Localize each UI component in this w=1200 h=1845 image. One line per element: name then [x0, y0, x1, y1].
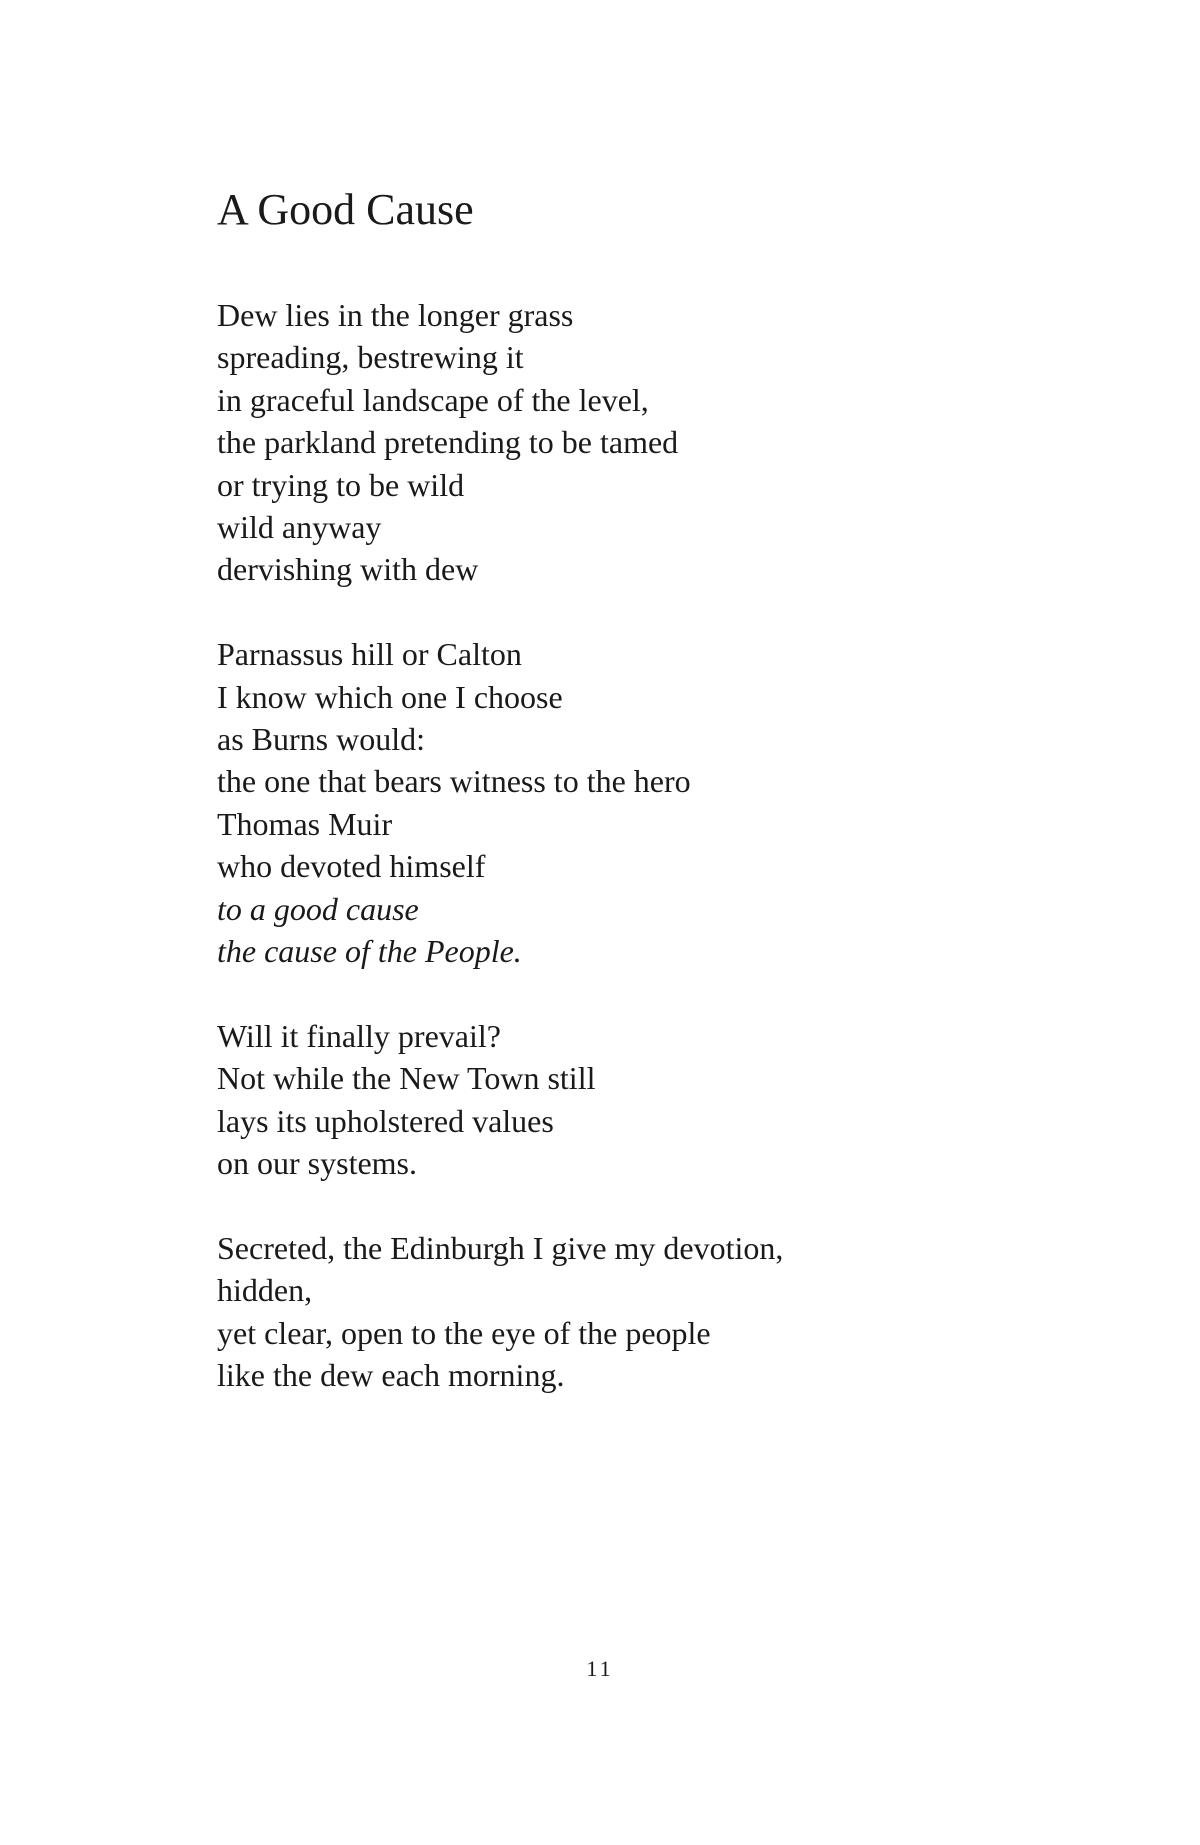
stanza-3: [217, 1015, 1117, 1185]
poem-line: spreading, bestrewing it: [217, 339, 524, 376]
poem-line: as Burns would:: [217, 721, 425, 758]
poem-line-italic: the cause of the People.: [217, 933, 522, 970]
poem-line-italic: to a good cause: [217, 890, 419, 927]
poem-line: yet clear, open to the eye of the people: [217, 1314, 711, 1351]
poem-line: Thomas Muir: [217, 805, 393, 842]
poem-line: in graceful landscape of the level,: [217, 381, 649, 418]
poem-line: hidden,: [217, 1272, 313, 1309]
poem-line: like the dew each morning.: [217, 1357, 565, 1394]
poem-line: Parnassus hill or Calton: [217, 636, 522, 673]
stanza-1: [217, 294, 1117, 591]
poem-line: wild anyway: [217, 509, 382, 546]
stanza-2: [217, 633, 1117, 972]
poem-body: [217, 294, 1117, 1439]
poem-line: the one that bears witness to the hero: [217, 763, 691, 800]
poem-title: A Good Cause: [217, 185, 474, 234]
poem-line: or trying to be wild: [217, 466, 465, 503]
poem-line: Will it finally prevail?: [217, 1017, 501, 1054]
poem-line: lays its upholstered values: [217, 1102, 554, 1139]
stanza-4: [217, 1227, 1117, 1397]
poem-line: Not while the New Town still: [217, 1060, 596, 1097]
poem-line: who devoted himself: [217, 848, 486, 885]
page-number: 11: [586, 1656, 614, 1681]
poem-line: on our systems.: [217, 1145, 417, 1182]
poem-line: I know which one I choose: [217, 678, 563, 715]
poem-line: Dew lies in the longer grass: [217, 297, 574, 333]
poem-line: Secreted, the Edinburgh I give my devotion,: [217, 1229, 784, 1266]
poem-line: dervishing with dew: [217, 551, 479, 588]
poem-line: the parkland pretending to be tamed: [217, 424, 679, 461]
